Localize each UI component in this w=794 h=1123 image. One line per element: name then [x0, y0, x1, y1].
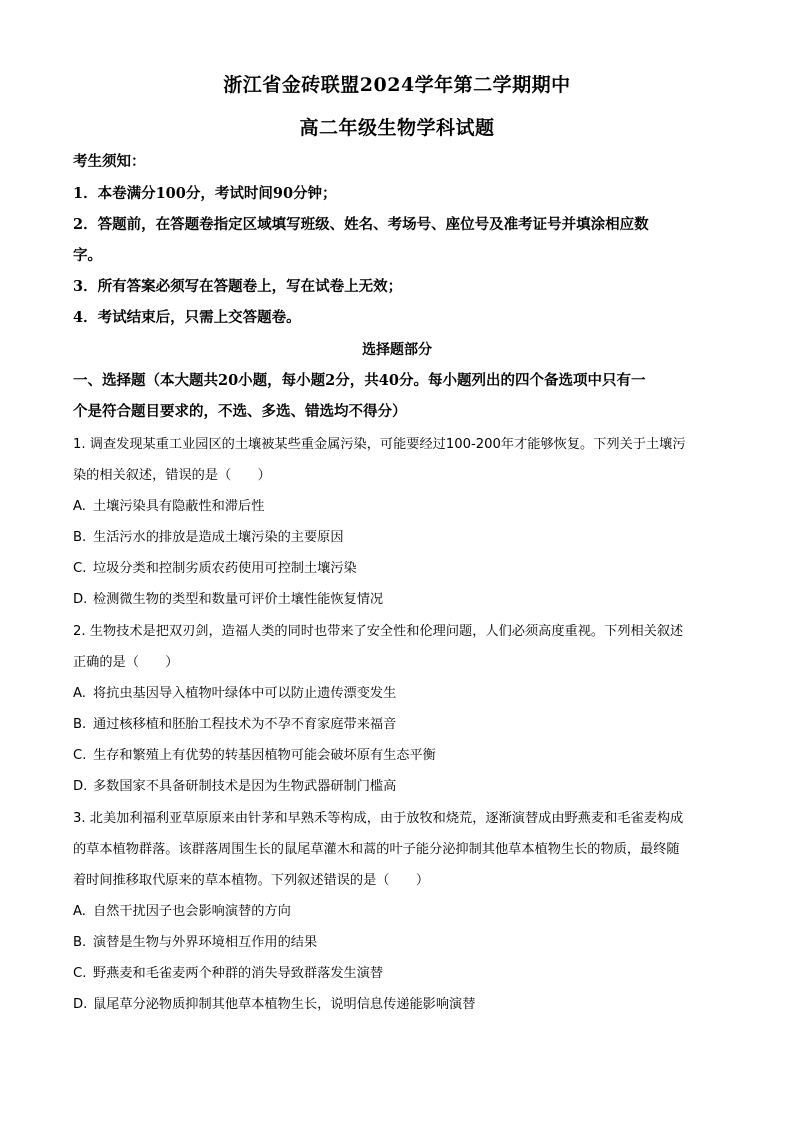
- exam-title-line2: 高二年级生物学科试题: [299, 117, 495, 139]
- option-text: 多数国家不具备研制技术是因为生物武器研制门槛高: [93, 779, 397, 794]
- question-3-option-c: [73, 962, 383, 981]
- option-letter: C.: [73, 561, 87, 576]
- option-text: 通过核移植和胚胎工程技术为不孕不育家庭带来福音: [93, 717, 397, 732]
- question-3-option-d: [73, 993, 475, 1012]
- question-3-stem: 的草本植物群落。该群落周围生长的鼠尾草灌木和蒿的叶子能分泌抑制其他草本植物生长的物质，最终随: [73, 842, 680, 857]
- option-text: 鼠尾草分泌物质抑制其他草本植物生长，说明信息传递能影响演替: [93, 997, 476, 1012]
- option-text: 演替是生物与外界环境相互作用的结果: [93, 935, 318, 950]
- option-text: 自然干扰因子也会影响演替的方向: [93, 904, 291, 919]
- notice-item: 字。: [73, 247, 102, 264]
- question-1-option-a: [73, 495, 264, 514]
- question-1-option-b: [73, 526, 344, 545]
- question-3-option-b: [73, 931, 317, 950]
- notice-item: 3．所有答案必须写在答题卷上，写在试卷上无效；: [73, 278, 403, 295]
- option-letter: B.: [73, 935, 87, 950]
- notice-item: 2．答题前，在答题卷指定区域填写班级、姓名、考场号、座位号及准考证号并填涂相应数: [73, 216, 649, 233]
- option-letter: D.: [73, 779, 88, 794]
- option-text: 生存和繁殖上有优势的转基因植物可能会破坏原有生态平衡: [93, 748, 436, 763]
- option-text: 将抗虫基因导入植物叶绿体中可以防止遗传漂变发生: [93, 686, 397, 701]
- question-3-stem: 着时间推移取代原来的草本植物。下列叙述错误的是（ ）: [73, 873, 430, 888]
- option-text: 生活污水的排放是造成土壤污染的主要原因: [93, 530, 344, 545]
- option-text: 垃圾分类和控制劣质农药使用可控制土壤污染: [93, 561, 357, 576]
- section-title: 选择题部分: [362, 342, 432, 358]
- option-letter: D.: [73, 997, 88, 1012]
- question-3-option-a: [73, 900, 291, 919]
- option-text: 野燕麦和毛雀麦两个种群的消失导致群落发生演替: [93, 966, 384, 981]
- option-letter: D.: [73, 592, 88, 607]
- option-letter: A.: [73, 686, 86, 701]
- notice-heading: 考生须知：: [73, 153, 146, 170]
- section-instruction: 个是符合题目要求的，不选、多选、错选均不得分）: [73, 403, 407, 420]
- notice-item: 4．考试结束后，只需上交答题卷。: [73, 309, 301, 326]
- option-letter: A.: [73, 499, 86, 514]
- option-letter: C.: [73, 966, 87, 981]
- question-2-option-a: [73, 682, 396, 701]
- question-1-option-c: [73, 557, 357, 576]
- question-2-stem: 正确的是（ ）: [73, 655, 179, 670]
- question-1-option-d: [73, 588, 383, 607]
- section-instruction: 一、选择题（本大题共20小题，每小题2分，共40分。每小题列出的四个备选项中只有一: [73, 372, 646, 389]
- question-1-stem: 1. 调查发现某重工业园区的土壤被某些重金属污染，可能要经过100-200年才能够恢复。下列关于土壤污: [73, 437, 686, 452]
- option-text: 土壤污染具有隐蔽性和滞后性: [93, 499, 265, 514]
- question-2-option-c: [73, 744, 436, 763]
- question-3-stem: 3. 北美加利福利亚草原原来由针茅和早熟禾等构成，由于放牧和烧荒，逐渐演替成由野燕麦和毛雀麦构成: [73, 811, 684, 826]
- question-2-option-b: [73, 713, 396, 732]
- option-letter: B.: [73, 530, 87, 545]
- option-letter: A.: [73, 904, 86, 919]
- exam-title-line1: 浙江省金砖联盟2024学年第二学期期中: [223, 74, 571, 96]
- question-2-option-d: [73, 775, 396, 794]
- notice-item: 1．本卷满分100分，考试时间90分钟；: [73, 185, 337, 202]
- option-letter: C.: [73, 748, 87, 763]
- option-text: 检测微生物的类型和数量可评价土壤性能恢复情况: [93, 592, 384, 607]
- option-letter: B.: [73, 717, 87, 732]
- question-2-stem: 2. 生物技术是把双刃剑，造福人类的同时也带来了安全性和伦理问题，人们必须高度重视。下列相关叙述: [73, 624, 684, 639]
- question-1-stem: 染的相关叙述，错误的是（ ）: [73, 468, 271, 483]
